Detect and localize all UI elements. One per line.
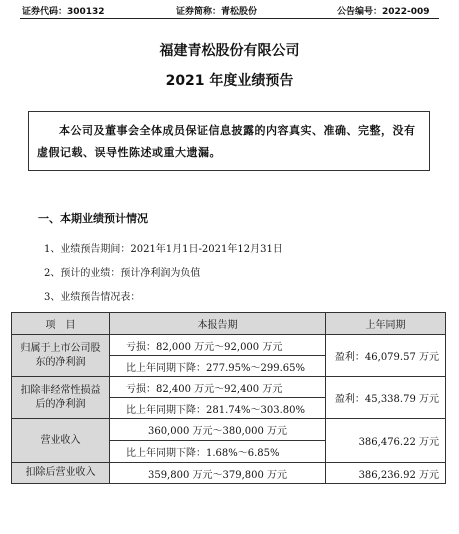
table-row (12, 463, 446, 484)
prior-value: 盈利：46,079.57 万元 (326, 335, 446, 377)
stock-code: 证券代码：300132 (22, 7, 105, 17)
current-change: 比上年同期下降：1.68%～6.85% (110, 441, 326, 463)
table-row (12, 419, 446, 441)
current-change: 比上年同期下降：277.95%～299.65% (110, 356, 326, 377)
column-header-item: 项 目 (12, 313, 110, 335)
row-label-net-profit: 归属于上市公司股东的净利润 (12, 335, 110, 377)
column-header-prior: 上年同期 (326, 313, 446, 335)
row-label-revenue: 营业收入 (12, 419, 110, 463)
table-row (12, 377, 446, 398)
announcement-number: 公告编号：2022-009 (337, 7, 430, 17)
prior-value: 386,476.22 万元 (326, 419, 446, 463)
column-header-current: 本报告期 (110, 313, 326, 335)
stock-short-name: 证券简称：青松股份 (176, 7, 258, 17)
current-value: 360,000 万元～380,000 万元 (110, 419, 326, 441)
section-heading: 一、本期业绩预计情况 (38, 212, 148, 225)
forecast-table (11, 312, 446, 484)
table-header-row (12, 313, 446, 335)
forecast-table-label: 3、业绩预告情况表： (44, 292, 141, 303)
company-name: 福建青松股份有限公司 (159, 43, 300, 59)
expected-results: 2、预计的业绩：预计净利润为负值 (44, 268, 201, 279)
current-value: 亏损：82,400 万元～92,400 万元 (110, 377, 326, 398)
row-label-adjusted-revenue: 扣除后营业收入 (12, 463, 110, 484)
current-value: 亏损：82,000 万元～92,000 万元 (110, 335, 326, 356)
table-row (12, 335, 446, 356)
current-value: 359,800 万元～379,800 万元 (110, 463, 326, 484)
current-change: 比上年同期下降：281.74%～303.80% (110, 398, 326, 419)
forecast-period: 1、业绩预告期间：2021年1月1日-2021年12月31日 (44, 244, 283, 255)
disclaimer-box (28, 111, 430, 171)
report-title: 2021 年度业绩预告 (165, 73, 294, 89)
prior-value: 盈利：45,338.79 万元 (326, 377, 446, 419)
prior-value: 386,236.92 万元 (326, 463, 446, 484)
disclaimer-text: 本公司及董事会全体成员保证信息披露的内容真实、准确、完整，没有虚假记载、误导性陈述或重大遗漏。 (37, 124, 416, 159)
row-label-deducted-profit: 扣除非经常性损益后的净利润 (12, 377, 110, 419)
header-divider (20, 18, 439, 19)
